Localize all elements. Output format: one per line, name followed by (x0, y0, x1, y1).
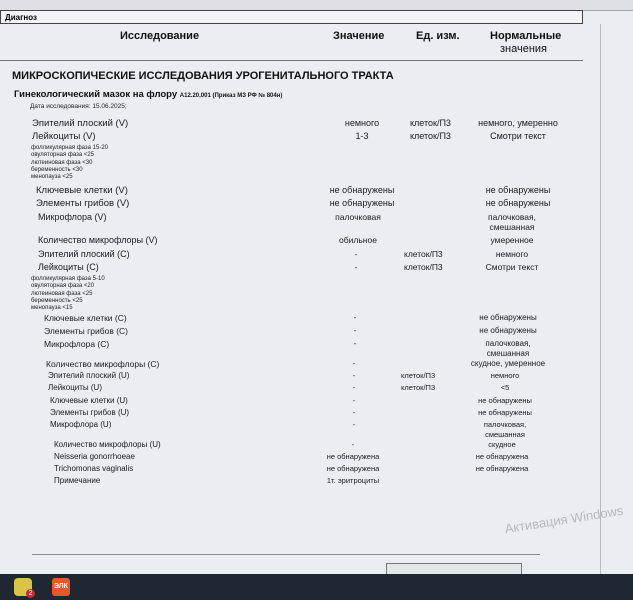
note-line: овуляторная фаза <25 (31, 152, 95, 159)
result-name: Эпителий плоский (C) (38, 249, 130, 259)
result-name: Trichomonas vaginalis (54, 464, 134, 473)
result-value: - (352, 396, 356, 405)
result-norm: не обнаружены (485, 185, 551, 195)
leukocyte-notes-v (31, 145, 108, 181)
result-norm: не обнаружены (478, 408, 532, 417)
result-value: - (352, 420, 356, 429)
result-name: Примечание (54, 476, 101, 485)
result-name: Эпителий плоский (V) (32, 118, 129, 129)
result-norm: Смотри текст (490, 131, 546, 141)
note-line: овуляторная фаза <20 (31, 283, 95, 290)
subsection-name: Гинекологический мазок на флору (14, 89, 178, 100)
result-norm: смешанная (489, 222, 535, 232)
taskbar-lab-app-icon[interactable]: ЭЛК (52, 578, 70, 596)
bottom-divider (32, 554, 540, 555)
result-unit: клеток/П3 (410, 131, 451, 141)
result-norm: немного (495, 249, 529, 259)
result-norm: не обнаружены (479, 326, 537, 335)
result-value: не обнаружена (326, 464, 380, 473)
result-norm: не обнаружена (475, 452, 529, 461)
result-norm: Смотри текст (485, 262, 539, 272)
result-name: Микрофлора (U) (50, 420, 112, 429)
result-unit: клеток/П3 (401, 383, 436, 392)
result-value: палочковая (335, 212, 381, 222)
result-name: Лейкоциты (U) (48, 383, 102, 392)
result-name: Ключевые клетки (U) (50, 396, 128, 405)
result-value: не обнаружены (329, 185, 395, 195)
header-divider (0, 60, 583, 61)
result-name: Элементы грибов (V) (36, 198, 130, 209)
result-value: - (352, 408, 356, 417)
result-value: - (354, 262, 358, 272)
note-line: лютеиновая фаза <30 (31, 159, 93, 166)
result-norm: скудное, умеренное (470, 359, 546, 368)
result-norm: не обнаружены (479, 313, 537, 322)
result-unit: клеток/П3 (410, 118, 451, 128)
result-value: 1т. эритроциты (326, 476, 380, 485)
subsection-code: A12.20.001 (Приказ МЗ РФ № 804н) (179, 93, 283, 99)
result-name: Количество микрофлоры (V) (38, 235, 158, 245)
note-line: фолликулярная фаза 5-10 (31, 276, 105, 282)
result-name: Лейкоциты (C) (38, 262, 99, 272)
note-line: лютеиновая фаза <25 (31, 290, 93, 297)
result-norm: смешанная (485, 430, 525, 439)
header-unit: Ед. изм. (416, 30, 460, 42)
result-norm: немного (490, 371, 520, 380)
result-norm: <5 (500, 383, 510, 392)
result-value: - (353, 313, 357, 322)
footer-button[interactable] (386, 563, 522, 574)
header-norm-2: значения (500, 43, 548, 55)
result-norm: палочковая, (483, 420, 527, 429)
result-value: не обнаружены (329, 198, 395, 208)
study-date: Дата исследования: 15.06.2025; (30, 103, 127, 110)
result-unit: клеток/П3 (401, 371, 436, 380)
result-name: Элементы грибов (C) (44, 326, 128, 336)
note-line: менопауза <25 (31, 174, 73, 181)
result-unit: клеток/П3 (404, 249, 443, 259)
header-study: Исследование (120, 30, 200, 42)
result-norm: не обнаружена (475, 464, 529, 473)
result-value: - (354, 249, 358, 259)
result-norm: палочковая, (487, 212, 537, 222)
result-value: - (353, 339, 357, 348)
note-line: беременность <30 (31, 166, 83, 173)
result-norm: немного, умеренно (478, 118, 558, 128)
diagnosis-field[interactable]: Диагноз (0, 10, 583, 24)
result-name: Количество микрофлоры (U) (54, 440, 161, 449)
result-name: Количество микрофлоры (C) (46, 359, 160, 369)
result-norm: не обнаружены (485, 198, 551, 208)
result-name: Микрофлора (C) (44, 339, 110, 349)
result-name: Neisseria gonorrhoeae (54, 452, 135, 461)
taskbar-app-icon[interactable] (14, 578, 32, 596)
result-name: Микрофлора (V) (38, 212, 107, 222)
subsection-title (14, 89, 282, 100)
result-name: Ключевые клетки (C) (44, 313, 127, 323)
result-name: Ключевые клетки (V) (36, 185, 128, 196)
panel-border (600, 24, 601, 574)
taskbar (0, 574, 633, 600)
result-name: Эпителий плоский (U) (48, 371, 130, 380)
result-norm: умеренное (490, 235, 534, 245)
note-line: менопауза <15 (31, 305, 73, 312)
note-line: беременность <25 (31, 297, 83, 304)
result-value: обильное (339, 235, 377, 245)
section-title: МИКРОСКОПИЧЕСКИЕ ИССЛЕДОВАНИЯ УРОГЕНИТАЛЬНОГО ТРАКТА (12, 70, 394, 82)
result-value: 1-3 (355, 131, 369, 141)
result-norm: смешанная (486, 349, 530, 358)
notification-badge: 2 (26, 589, 35, 598)
result-norm: палочковая, (485, 339, 531, 348)
result-name: Элементы грибов (U) (50, 408, 130, 417)
result-value: немного (344, 118, 380, 128)
note-line: фолликулярная фаза 15-20 (31, 145, 109, 151)
result-value: не обнаружена (326, 452, 380, 461)
result-norm: скудное (488, 440, 516, 449)
result-value: - (352, 383, 356, 392)
result-unit: клеток/П3 (404, 262, 443, 272)
windows-activation-watermark: Активация Windows (503, 502, 625, 537)
leukocyte-notes-c (31, 276, 105, 312)
result-value: - (351, 440, 355, 449)
result-norm: не обнаружены (478, 396, 532, 405)
result-value: - (352, 371, 356, 380)
result-value: - (353, 326, 357, 335)
header-value: Значение (333, 30, 385, 42)
result-value: - (352, 359, 356, 368)
header-norm-1: Нормальные (490, 30, 562, 42)
result-name: Лейкоциты (V) (32, 131, 96, 142)
